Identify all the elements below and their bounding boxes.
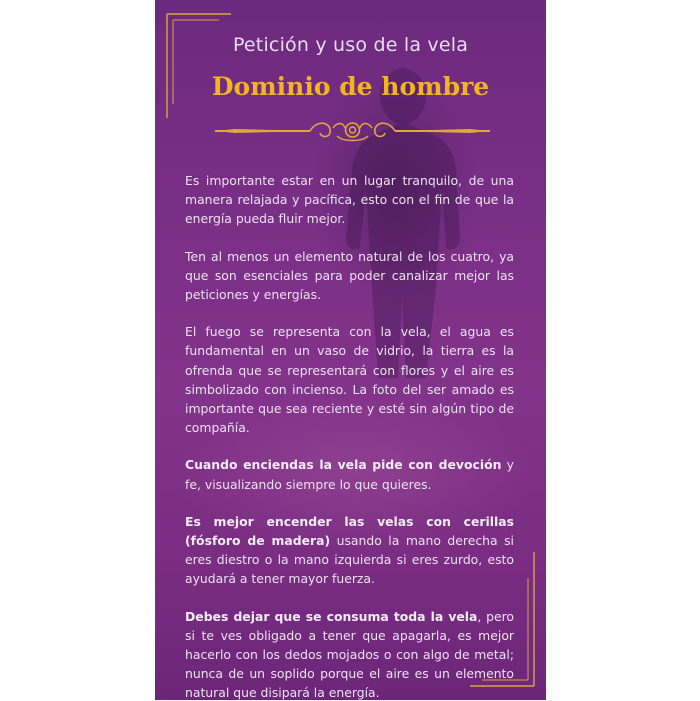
paragraph-emphasis: Cuando enciendas la vela pide con devoción (185, 457, 502, 473)
paragraph-natural-element (185, 247, 514, 305)
paragraph-matches (185, 512, 514, 589)
paragraph-text: Ten al menos un elemento natural de los cuatro, ya que son esenciales para poder canalizar mejor las peticiones y energías. (185, 248, 514, 303)
paragraph-text: El fuego se representa con la vela, el agua es fundamental en un vaso de vidrio, la tierra es la ofrenda que se representará con flores y el aire es simbolizado con incienso. La foto del ser amado es importante que sea reciente y esté sin algún tipo de compañía. (185, 324, 514, 436)
page-title: Dominio de hombre (211, 72, 490, 101)
instructions-text (185, 171, 514, 700)
corner-frame-top-left-icon (165, 12, 235, 122)
paragraph-emphasis: Debes dejar que se consuma toda la vela (185, 608, 478, 624)
ornament-divider-icon (215, 118, 490, 144)
paragraph-quiet-place (185, 171, 514, 229)
paragraph-text: , pero si te ves obligado a tener que apagarla, es mejor hacerlo con los dedos mojados o con algo de metal; nunca de un soplido porque el aire es un elemento natural que disipará la energía. (185, 608, 514, 700)
paragraph-extinguish (185, 607, 514, 700)
paragraph-text: usando la mano derecha si eres diestro o la mano izquierda si eres zurdo, esto ayudará a tener mayor fuerza. (185, 533, 514, 587)
paragraph-text: Es importante estar en un lugar tranquilo, de una manera relajada y pacífica, esto con el fin de que la energía pueda fluir mejor. (185, 173, 514, 227)
paragraph-devotion (185, 455, 514, 493)
paragraph-emphasis: Es mejor encender las velas con cerillas (fósforo de madera) (185, 513, 514, 549)
paragraph-elements (185, 322, 514, 437)
page-subtitle: Petición y uso de la vela (232, 34, 469, 56)
candle-info-card (155, 0, 546, 700)
paragraph-text: y fe, visualizando siempre lo que quieres. (185, 457, 515, 492)
